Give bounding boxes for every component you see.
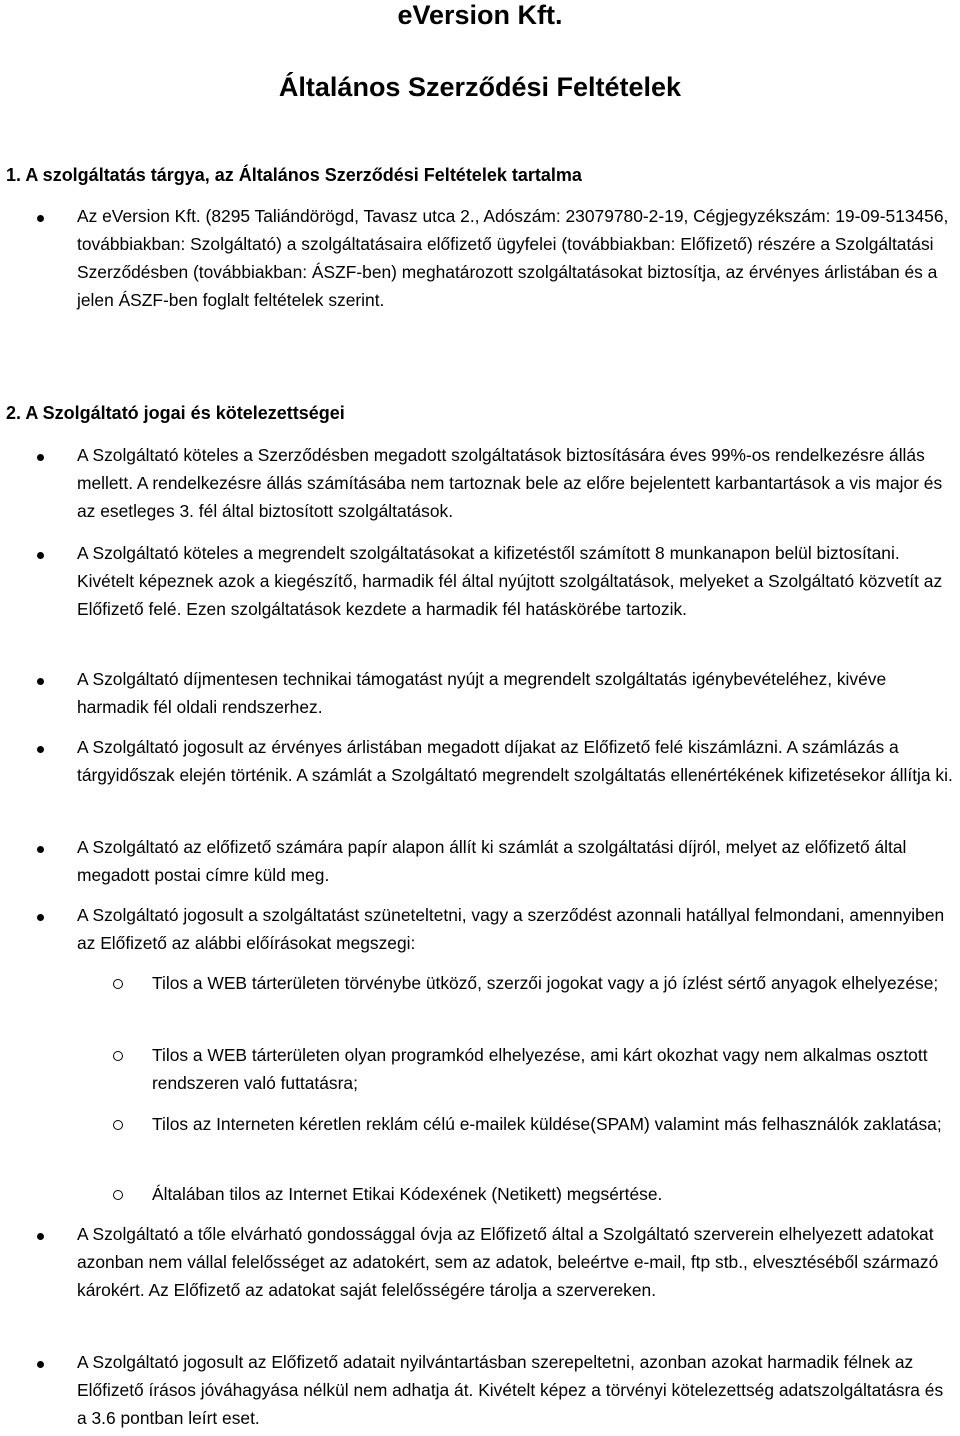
list-item xyxy=(0,666,960,726)
section-heading-2: 2. A Szolgáltató jogai és kötelezettségei xyxy=(6,403,345,423)
circle-bullet-icon xyxy=(113,1120,123,1130)
list-item-text: A Szolgáltató köteles a Szerződésben megadott szolgáltatások biztosítására éves 99%-os rendelkezésre állás mellett. A rendelkezésre állás számításába nem tartoznak bele az előre bejelentett karbantartások a vis major és az esetleges 3. fél által biztosított szolgáltatások. xyxy=(77,445,943,521)
list-item-text: Az eVersion Kft. (8295 Taliándörögd, Tavasz utca 2., Adószám: 23079780-2-19, Cégjegyzékszám: 19-09-513456, továbbiakban: Szolgáltató) a szolgáltatásaira előfizető ügyfelei (továbbiakban: Előfizető) részére a Szolgáltatási Szerződésben (továbbiakban: ÁSZF-ben) meghatározott szolgáltatásokat biztosítja, az érvényes árlistában és a jelen ÁSZF-ben foglalt feltételek szerint. xyxy=(77,206,949,310)
list-item xyxy=(0,1349,960,1436)
sub-list-item-text: Tilos a WEB tárterületen törvénybe ütköző, szerzői jogokat vagy a jó ízlést sértő anyagok elhelyezése; xyxy=(152,973,939,993)
list-item-text: A Szolgáltató az előfizető számára papír alapon állít ki számlát a szolgáltatási díjról, melyet az előfizető által megadott postai címre küld meg. xyxy=(77,837,907,885)
bullet-icon xyxy=(37,454,44,461)
circle-bullet-icon xyxy=(113,1190,123,1200)
list-item-text: A Szolgáltató jogosult az érvényes árlistában megadott díjakat az Előfizető felé kiszámlázni. A számlázás a tárgyidőszak elején történik. A számlát a Szolgáltató megrendelt szolgáltatás ellenértékének kifizetésekor állítja ki. xyxy=(77,737,953,785)
sub-list-item-text: Tilos a WEB tárterületen olyan programkód elhelyezése, ami kárt okozhat vagy nem alkalmas osztott rendszeren való futtatásra; xyxy=(152,1045,928,1093)
bullet-icon xyxy=(37,678,44,685)
list-item xyxy=(0,834,960,894)
section-heading-1: 1. A szolgáltatás tárgya, az Általános Szerződési Feltételek tartalma xyxy=(6,165,582,185)
bullet-icon xyxy=(37,1233,44,1240)
list-item xyxy=(0,540,960,655)
list-item xyxy=(0,442,960,532)
sub-list-item-text: Általában tilos az Internet Etikai Kódexének (Netikett) megsértése. xyxy=(152,1184,663,1204)
sub-list-item xyxy=(0,1181,960,1211)
company-title: eVersion Kft. xyxy=(397,0,563,30)
bullet-icon xyxy=(37,1361,44,1368)
list-item xyxy=(0,734,960,824)
list-item-text: A Szolgáltató a tőle elvárható gondossággal óvja az Előfizető által a Szolgáltató szerverein elhelyezett adatokat azonban nem vállal felelősséget az adatokért, sem az adatok, beleértve e-mail, ftp stb., elvesztéséből származó károkért. Az Előfizető az adatokat saját felelősségére tárolja a szervereken. xyxy=(77,1224,939,1300)
bullet-icon xyxy=(37,846,44,853)
circle-bullet-icon xyxy=(113,1051,123,1061)
list-item xyxy=(0,203,960,353)
sub-list-item xyxy=(0,1042,960,1102)
sub-list-item xyxy=(0,970,960,1030)
circle-bullet-icon xyxy=(113,979,123,989)
bullet-icon xyxy=(37,215,44,222)
list-item-text: A Szolgáltató jogosult a szolgáltatást szüneteltetni, vagy a szerződést azonnali hatállyal felmondani, amennyiben az Előfizető az alábbi előírásokat megszegi: xyxy=(77,905,945,953)
bullet-icon xyxy=(37,914,44,921)
list-item xyxy=(0,902,960,962)
list-item xyxy=(0,1221,960,1336)
bullet-icon xyxy=(37,552,44,559)
list-item-text: A Szolgáltató jogosult az Előfizető adatait nyilvántartásban szerepeltetni, azonban azokat harmadik félnek az Előfizető írásos jóváhagyása nélkül nem adhatja át. Kivételt képez a törvényi kötelezettség adatszolgáltatásra és a 3.6 pontban leírt eset. xyxy=(77,1352,944,1428)
list-item-text: A Szolgáltató díjmentesen technikai támogatást nyújt a megrendelt szolgáltatás igénybevételéhez, kivéve harmadik fél oldali rendszerhez. xyxy=(77,669,887,717)
sub-list-item xyxy=(0,1111,960,1171)
bullet-icon xyxy=(37,746,44,753)
list-item-text: A Szolgáltató köteles a megrendelt szolgáltatásokat a kifizetéstől számított 8 munkanapon belül biztosítani. Kivételt képeznek azok a kiegészítő, harmadik fél által nyújtott szolgáltatások, melyeket a Szolgáltató közvetít az Előfizető felé. Ezen szolgáltatások kezdete a harmadik fél hatáskörébe tartozik. xyxy=(77,543,943,619)
sub-list-item-text: Tilos az Interneten kéretlen reklám célú e-mailek küldése(SPAM) valamint más felhasználók zaklatása; xyxy=(152,1114,942,1134)
document-title: Általános Szerződési Feltételek xyxy=(278,72,682,102)
